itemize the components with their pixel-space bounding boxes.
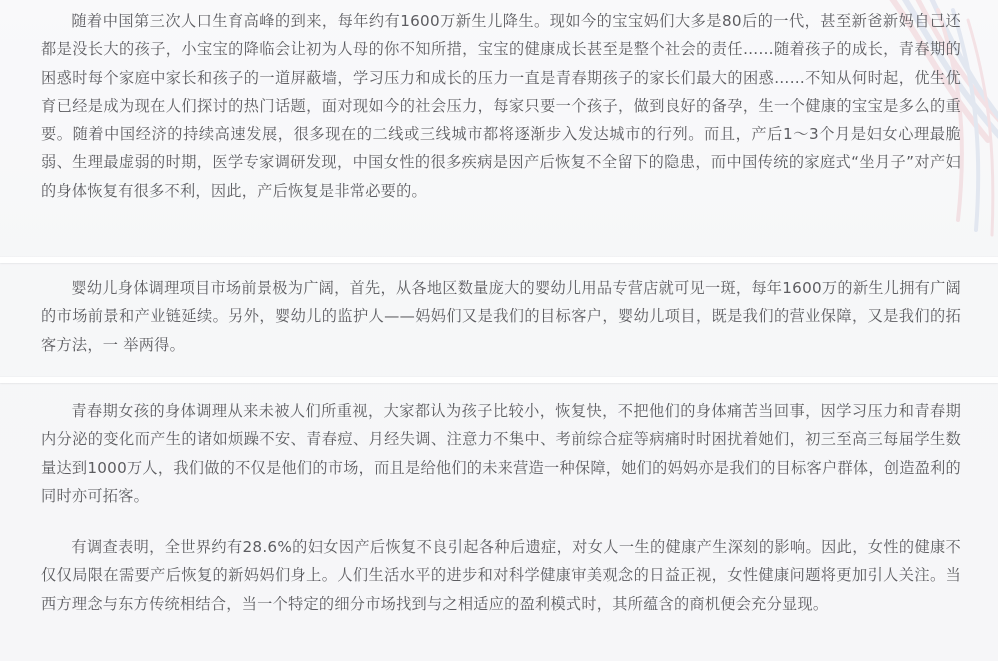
paragraph-birth-peak: 随着中国第三次人口生育高峰的到来，每年约有1600万新生儿降生。现如今的宝宝妈们大多是80后的一代，甚至新爸新妈自己还都是没长大的孩子，小宝宝的降临会让初为人母的你不知所措，宝宝的健康成长甚至是整个社会的责任……随着孩子的成长，青春期的困惑时每个家庭中家长和孩子的一道屏蔽墙，学习压力和成长的压力一直是青春期孩子的家长们最大的困惑……不知从何时起，优生优育已经是成为现在人们探讨的热门话题，面对现如今的社会压力，每家只要一个孩子，做到良好的备孕，生一个健康的宝宝是多么的重要。随着中国经济的持续高速发展，很多现在的二线或三线城市都将逐渐步入发达城市的行列。而且，产后1～3个月是妇女心理最脆弱、生理最虚弱的时期，医学专家调研发现，中国女性的很多疾病是因产后恢复不全留下的隐患，而中国传统的家庭式“坐月子”对产妇的身体恢复有很多不利，因此，产后恢复是非常必要的。 [41, 12, 961, 200]
paragraph-adolescent-girls: 青春期女孩的身体调理从来未被人们所重视，大家都认为孩子比较小，恢复快，不把他们的身体痛苦当回事，因学习压力和青春期内分泌的变化而产生的诸如烦躁不安、青春痘、月经失调、注意力不集中、考前综合症等病痛时时困扰着她们，初三至高三每届学生数量达到1000万人，我们做的不仅是他们的市场，而且是给他们的未来营造一种保障，她们的妈妈亦是我们的目标客户群体，创造盈利的同时亦可拓客。 [41, 402, 961, 505]
section-divider [0, 377, 998, 383]
section-divider [0, 257, 998, 263]
paragraph-womens-health: 有调查表明，全世界约有28.6%的妇女因产后恢复不良引起各种后遗症，对女人一生的健康产生深刻的影响。因此，女性的健康不仅仅局限在需要产后恢复的新妈妈们身上。人们生活水平的进步和对科学健康审美观念的日益正视，女性健康问题将更加引人关注。当西方理念与东方传统相结合，当一个特定的细分市场找到与之相适应的盈利模式时，其所蕴含的商机便会充分显现。 [41, 538, 961, 613]
paragraph-infant-market: 婴幼儿身体调理项目市场前景极为广阔，首先，从各地区数量庞大的婴幼儿用品专营店就可见一斑，每年1600万的新生儿拥有广阔的市场前景和产业链延续。另外，婴幼儿的监护人——妈妈们又是我们的目标客户，婴幼儿项目，既是我们的营业保障，又是我们的拓客方法，一 举两得。 [41, 279, 961, 354]
